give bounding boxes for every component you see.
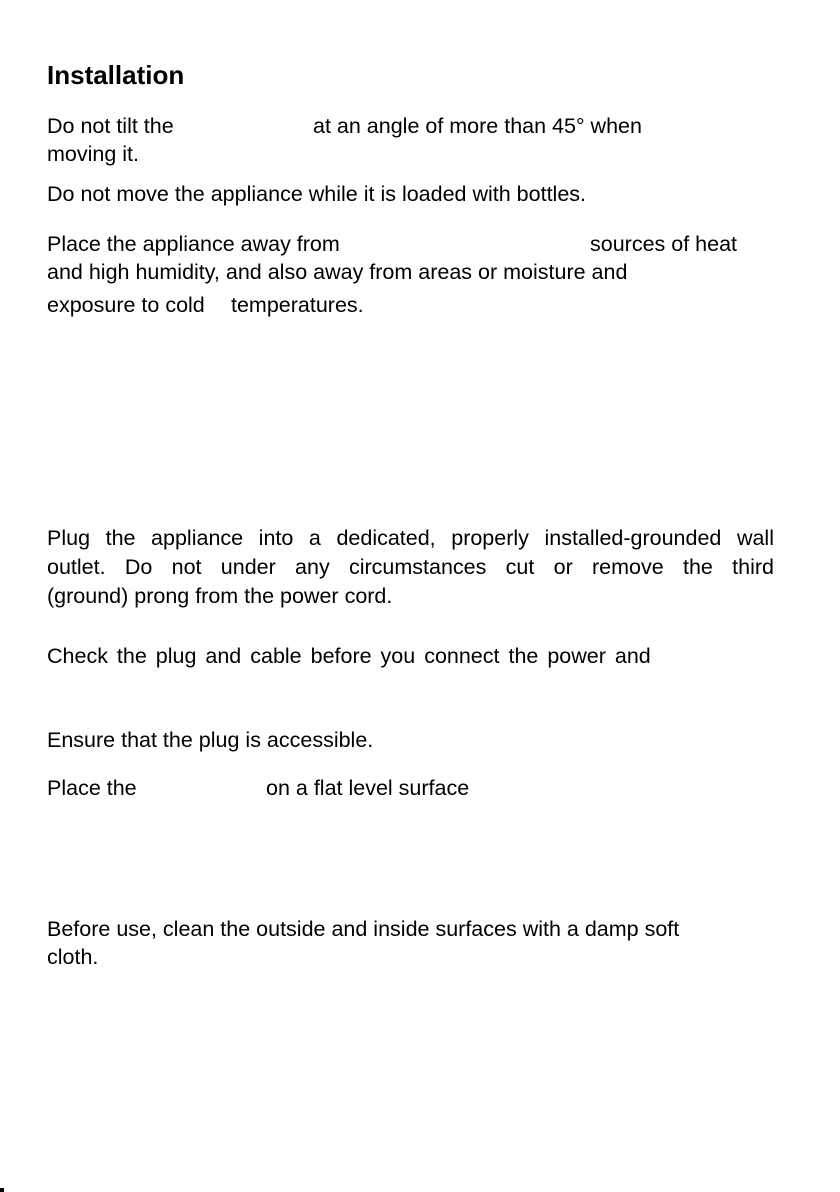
flat-surface-text-start: Place the <box>47 776 137 800</box>
tilt-text-line2: moving it. <box>47 142 140 166</box>
clean-text-line2: cloth. <box>47 945 99 969</box>
plug-text-line2: outlet. Do not under any circumstances cut or remove the third <box>47 555 774 579</box>
tilt-text-end: at an angle of more than 45° when <box>313 114 642 138</box>
place-away-text-line3a: exposure to cold <box>47 293 205 317</box>
tilt-text-start: Do not tilt the <box>47 114 174 138</box>
place-away-text-start: Place the appliance away from <box>47 232 340 256</box>
accessible-text: Ensure that the plug is accessible. <box>47 728 374 752</box>
move-warning-text: Do not move the appliance while it is loaded with bottles. <box>47 182 587 206</box>
place-away-text-line2: and high humidity, and also away from areas or moisture and <box>47 260 628 284</box>
plug-text-line1: Plug the appliance into a dedicated, properly installed-grounded wall <box>47 526 774 550</box>
page-title: Installation <box>47 60 185 90</box>
check-plug-text: Check the plug and cable before you connect the power and <box>47 644 651 668</box>
page-corner-mark <box>0 1188 4 1192</box>
clean-text-line1: Before use, clean the outside and inside surfaces with a damp soft <box>47 917 680 941</box>
place-away-text-line3b: temperatures. <box>231 293 364 317</box>
place-away-text-end: sources of heat <box>590 232 738 256</box>
flat-surface-text-end: on a flat level surface <box>266 776 470 800</box>
plug-text-line3: (ground) prong from the power cord. <box>47 584 393 608</box>
